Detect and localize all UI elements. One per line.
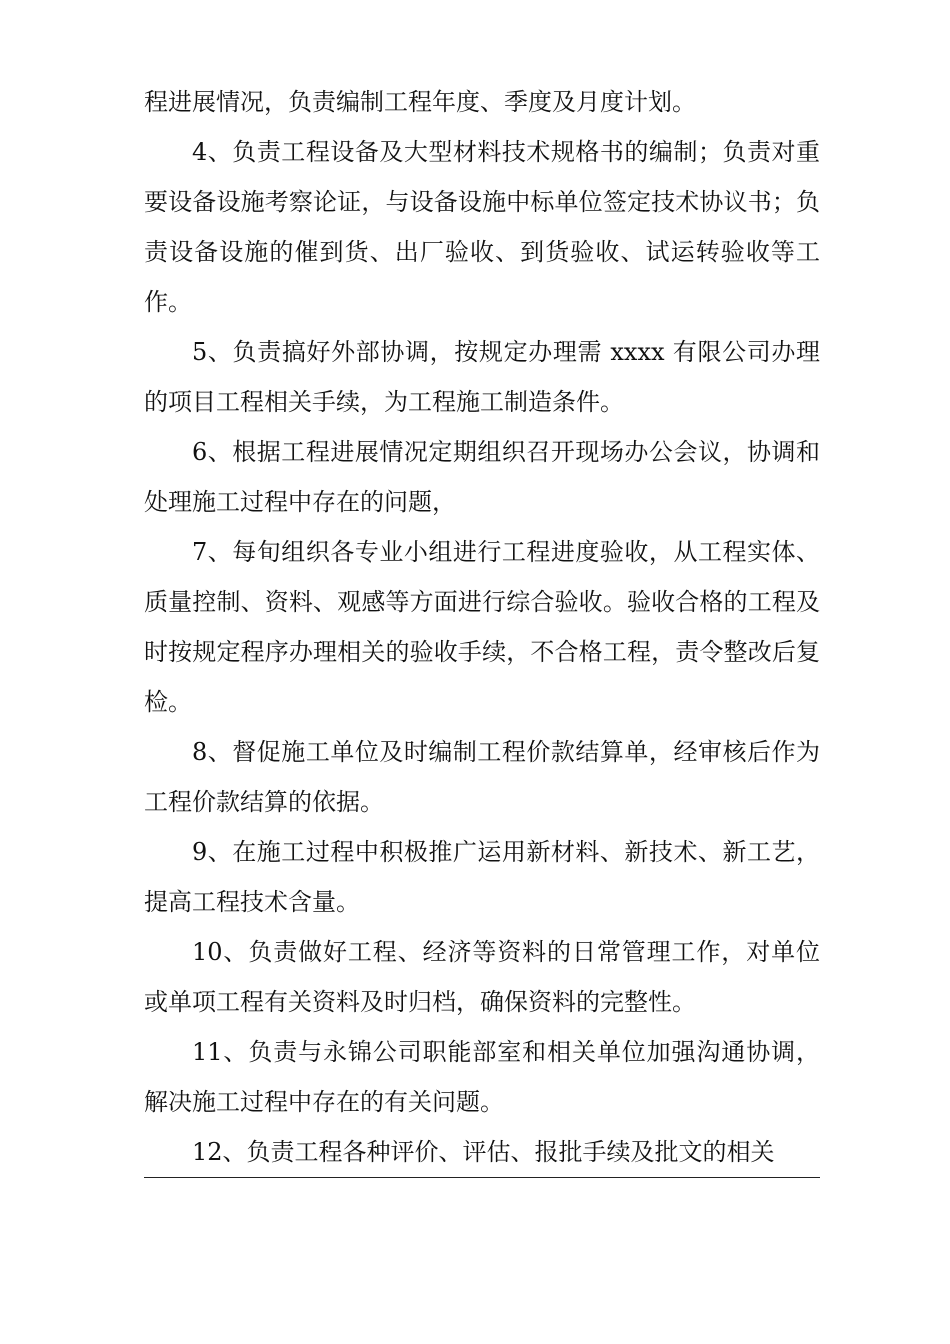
body-text <box>144 77 820 1177</box>
paragraph-item-10: 10、负责做好工程、经济等资料的日常管理工作，对单位或单项工程有关资料及时归档，确保资料的完整性。 <box>144 938 820 1016</box>
footer-divider <box>144 1177 820 1178</box>
paragraph-continued: 程进展情况，负责编制工程年度、季度及月度计划。 <box>144 88 696 116</box>
paragraph-item-8: 8、督促施工单位及时编制工程价款结算单，经审核后作为工程价款结算的依据。 <box>144 738 820 816</box>
paragraph-item-5: 5、负责搞好外部协调，按规定办理需 xxxx 有限公司办理的项目工程相关手续，为工程施工制造条件。 <box>144 338 820 416</box>
paragraph-item-7: 7、每旬组织各专业小组进行工程进度验收，从工程实体、质量控制、资料、观感等方面进行综合验收。验收合格的工程及时按规定程序办理相关的验收手续，不合格工程，责令整改后复检。 <box>144 538 820 716</box>
paragraph-item-4: 4、负责工程设备及大型材料技术规格书的编制；负责对重要设备设施考察论证，与设备设施中标单位签定技术协议书；负责设备设施的催到货、出厂验收、到货验收、试运转验收等工作。 <box>144 138 820 316</box>
paragraph-item-12: 12、负责工程各种评价、评估、报批手续及批文的相关 <box>192 1138 775 1166</box>
paragraph-item-6: 6、根据工程进展情况定期组织召开现场办公会议，协调和处理施工过程中存在的问题， <box>144 438 820 516</box>
paragraph-item-9: 9、在施工过程中积极推广运用新材料、新技术、新工艺，提高工程技术含量。 <box>144 838 820 916</box>
paragraph-item-11: 11、负责与永锦公司职能部室和相关单位加强沟通协调，解决施工过程中存在的有关问题。 <box>144 1038 820 1116</box>
